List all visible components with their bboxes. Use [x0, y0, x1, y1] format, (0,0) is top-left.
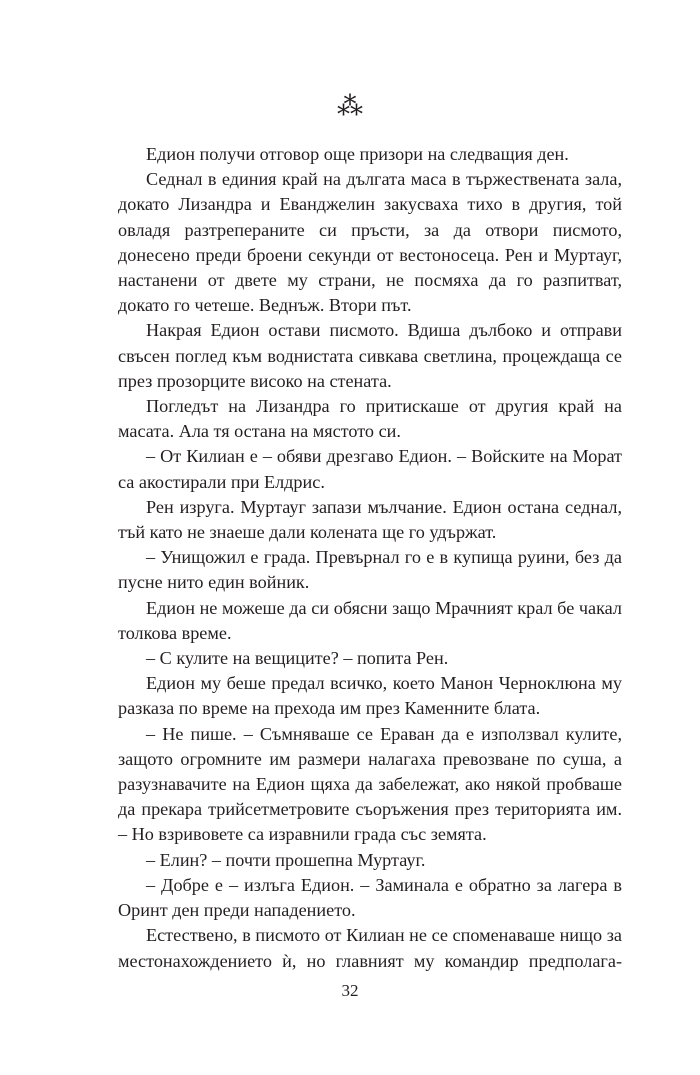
section-break-ornament: ⁂: [337, 92, 363, 121]
paragraph: Накрая Едион остави писмото. Вдиша дълбоко и отправи свъсен поглед към воднистата сивкава светлина, процеждаща се през прозорците високо на стената.: [118, 320, 622, 391]
paragraph: – От Килиан е – обяви дрезгаво Едион. – Войските на Морат са акостирали при Елдрис.: [118, 446, 622, 492]
paragraph: Рен изруга. Муртауг запази мълчание. Едион остана седнал, тъй като не знаеше дали колената ще го удържат.: [118, 496, 622, 543]
paragraph: Естествено, в писмото от Килиан не се споменаваше нищо за местонахождението ѝ, но главният му командир предполага-: [118, 925, 622, 971]
paragraph: – Не пише. – Съмняваше се Ераван да е използвал кулите, защото огромните им размери налагаха превозване по суша, а разузнавачите на Едион щяха да забележат, ако някой пробваше да прекара трийсетметровите съоръжения през територията им. – Но взривовете са изравнили града със земята.: [118, 723, 622, 845]
paragraph: Едион му беше предал всичко, което Манон Черноклюна му разказа по време на прехода им през Каменните блата.: [118, 673, 622, 719]
body-text: [118, 142, 622, 974]
paragraph: – С кулите на вещиците? – попита Рен.: [146, 648, 449, 669]
page-number: 32: [341, 981, 359, 1000]
paragraph: – Унищожил е града. Превърнал го е в купища руини, без да пусне нито един войник.: [118, 547, 622, 593]
paragraph: Погледът на Лизандра го притискаше от другия край на масата. Ала тя остана на мястото си.: [118, 396, 622, 442]
paragraph: – Елин? – почти прошепна Муртауг.: [146, 849, 426, 870]
paragraph: Едион не можеше да си обясни защо Мрачният крал бе чакал толкова време.: [118, 597, 622, 643]
paragraph: Едион получи отговор още призори на следващия ден.: [146, 144, 569, 164]
paragraph: Седнал в единия край на дългата маса в тържествената зала, докато Лизандра и Еванджелин закусваха тихо в другия, той овладя разтреперaните си пръсти, за да отвори писмото, донесено преди броени секунди от вестоносеца. Рен и Муртауг, настанени от двете му страни, не посмяха да го разпитват, докато го четеше. Веднъж. Втори път.: [118, 169, 622, 316]
paragraph: – Добре е – излъга Едион. – Заминала е обратно за лагера в Оринт ден преди нападението.: [118, 874, 622, 921]
